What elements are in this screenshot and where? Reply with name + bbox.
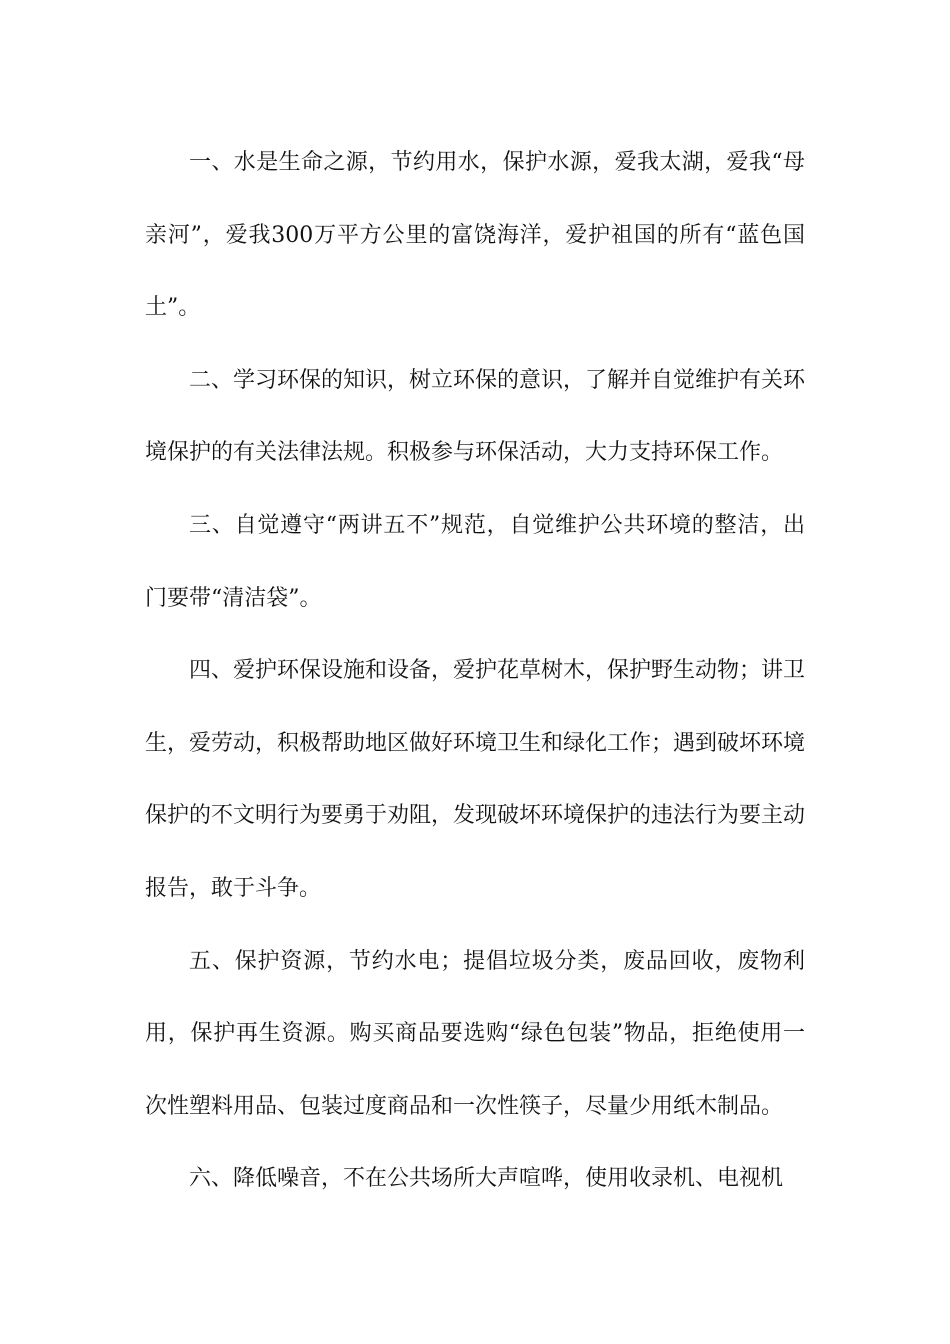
paragraph-3: 三、自觉遵守“两讲五不”规范，自觉维护公共环境的整洁，出门要带“清洁袋”。 [145,512,805,611]
paragraph-4: 四、爱护环保设施和设备，爱护花草树木，保护野生动物；讲卫生，爱劳动，积极帮助地区做好环境卫生和绿化工作；遇到破坏环境保护的不文明行为要勇于劝阻，发现破坏环境保护的违法行为要主动报告，敢于斗争。 [145,658,806,901]
paragraph-5: 五、保护资源，节约水电；提倡垃圾分类，废品回收，废物利用，保护再生资源。购买商品要选购“绿色包装”物品，拒绝使用一次性塑料用品、包装过度商品和一次性筷子，尽量少用纸木制品。 [145,948,805,1119]
paragraph-2: 二、学习环保的知识，树立环保的意识，了解并自觉维护有关环境保护的有关法律法规。积极参与环保活动，大力支持环保工作。 [145,367,806,466]
paragraph-1: 一、水是生命之源，节约用水，保护水源，爱我太湖，爱我“母亲河”，爱我300万平方公里的富饶海洋，爱护祖国的所有“蓝色国土”。 [145,150,805,321]
paragraph-6: 六、降低噪音，不在公共场所大声喧哗，使用收录机、电视机 [189,1166,784,1192]
document-body [145,127,805,1216]
